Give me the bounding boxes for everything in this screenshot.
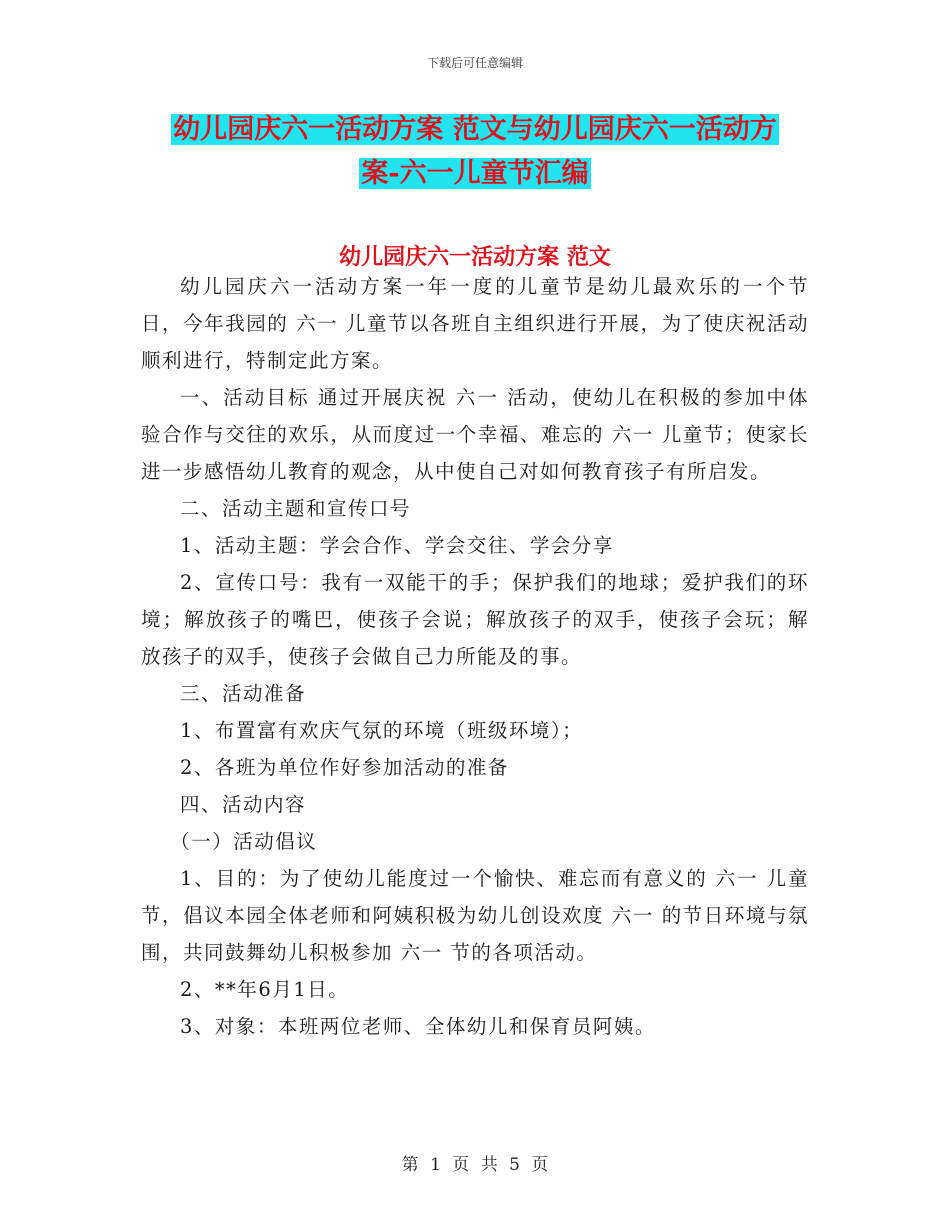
paragraph-prep-2: 2、各班为单位作好参加活动的准备	[180, 756, 509, 779]
document-title-text-2: 案-六一儿童节汇编	[361, 158, 589, 189]
paragraph-date: 2、**年6月1日。	[180, 978, 350, 1001]
paragraph-theme: 1、活动主题：学会合作、学会交往、学会分享	[180, 534, 614, 557]
paragraph-heading-theme: 二、活动主题和宣传口号	[180, 497, 412, 520]
document-body	[141, 268, 809, 1045]
paragraph-goal: 一、活动目标 通过开展庆祝 六一 活动，使幼儿在积极的参加中体验合作与交往的欢乐，从而度过一个幸福、难忘的 六一 儿童节；使家长进一步感悟幼儿教育的观念，从中使自己对如何教育孩子有所启发。	[141, 386, 809, 483]
paragraph-heading-prep: 三、活动准备	[180, 682, 307, 705]
section-title: 幼儿园庆六一活动方案 范文	[339, 244, 611, 270]
paragraph-purpose: 1、目的：为了使幼儿能度过一个愉快、难忘而有意义的 六一 儿童节，倡议本园全体老师和阿姨积极为幼儿创设欢度 六一 的节日环境与氛围，共同鼓舞幼儿积极参加 六一 节的各项活动。	[141, 867, 809, 964]
page-footer: 第 1 页 共 5 页	[401, 1155, 549, 1175]
header-note: 下载后可任意编辑	[426, 56, 523, 70]
document-title-line-2	[0, 154, 950, 194]
paragraph-prep-1: 1、布置富有欢庆气氛的环境（班级环境）；	[180, 719, 584, 742]
document-title-line-1	[0, 110, 950, 150]
paragraph-slogan: 2、宣传口号：我有一双能干的手；保护我们的地球；爱护我们的环境；解放孩子的嘴巴，使孩子会说；解放孩子的双手，使孩子会玩；解放孩子的双手，使孩子会做自己力所能及的事。	[141, 571, 809, 668]
paragraph-heading-content: 四、活动内容	[180, 793, 307, 816]
paragraph-subheading-initiative: （一）活动倡议	[170, 830, 318, 853]
document-title-text-1: 幼儿园庆六一活动方案 范文与幼儿园庆六一活动方	[173, 114, 777, 145]
paragraph-audience: 3、对象：本班两位老师、全体幼儿和保育员阿姨。	[180, 1015, 656, 1038]
paragraph-intro: 幼儿园庆六一活动方案一年一度的儿童节是幼儿最欢乐的一个节日，今年我园的 六一 儿童节以各班自主组织进行开展，为了使庆祝活动顺利进行，特制定此方案。	[141, 275, 809, 372]
